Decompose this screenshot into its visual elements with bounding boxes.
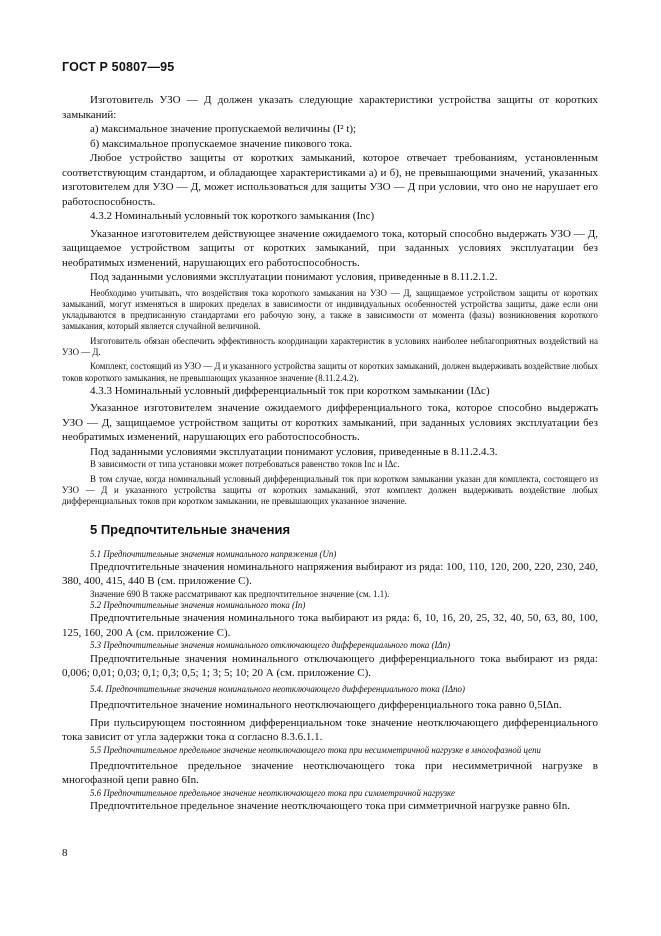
paragraph: При пульсирующем постоянном дифференциальном токе значение неотключающего дифференциального тока зависит от угла задержки тока α согласно 8.3.6.1.1. (62, 716, 598, 744)
paragraph: Под заданными условиями эксплуатации понимают условия, приведенные в 8.11.2.4.3. (90, 445, 498, 458)
paragraph: Предпочтительные значения номинального тока выбирают из ряда: 6, 10, 16, 20, 25, 32, 40, 50, 63, 80, 100, 125, 160, 200 А (см. приложение С). (62, 612, 598, 639)
paragraph: Предпочтительное значение номинального неотключающего дифференциального тока равно 0,5IΔn. (90, 699, 562, 712)
note-paragraph: Комплект, состоящий из УЗО — Д и указанного устройства защиты от коротких замыканий, должен выдерживать воздействие любых токов короткого замыкания, не превышающих указанное значение (8.11.2.4.2). (62, 361, 598, 383)
clause-title-5-3: 5.3 Предпочтительные значения номинального отключающего дифференциального тока (IΔn) (90, 640, 451, 651)
paragraph: Любое устройство защиты от коротких замыканий, которое отвечает требованиям, установленным соответствующим стандартом, и обладающее характеристиками а) и б), не превышающими значений, указанных изготовителем для УЗО — Д, может использоваться для защиты УЗО — Д при условии, что оно не нарушает его работоспособность. (62, 152, 598, 208)
paragraph: Предпочтительные значения номинального напряжения выбирают из ряда: 100, 110, 120, 200, 220, 230, 240, 380, 400, 415, 440 В (см. приложение С). (62, 560, 598, 588)
page-number: 8 (62, 847, 68, 859)
clause-title-5-6: 5.6 Предпочтительное предельное значение неотключающего тока при симметричной нагрузке (90, 787, 455, 798)
paragraph: Предпочтительное предельное значение неотключающего тока при несимметричной нагрузке в многофазной цепи равно 6In. (62, 759, 598, 787)
page-body (62, 93, 598, 814)
paragraph: Предпочтительные значения номинального отключающего дифференциального тока выбирают из ряда: 0,006; 0,01; 0,03; 0,1; 0,3; 0,5; 1; 3; 5; 10; 20 А (см. приложение С). (62, 652, 598, 680)
paragraph: Под заданными условиями эксплуатации понимают условия, приведенные в 8.11.2.1.2. (90, 271, 498, 283)
note-paragraph: Необходимо учитывать, что воздействия тока короткого замыкания на УЗО — Д, защищаемое устройством защиты от коротких замыканий, могут изменяться в широких пределах в зависимости от индивидуальных особенностей устройства защиты, даже если они укладываются в предписанную стандартами его рабочую зону, а также в зависимости от момента (фазы) возникновения короткого замыкания, который является случайной величиной. (62, 287, 598, 332)
document-code-header: ГОСТ Р 50807—95 (62, 60, 175, 74)
paragraph: Указанное изготовителем значение ожидаемого дифференциального тока, которое способно выдержать УЗО — Д, защищаемое устройством защиты от коротких замыканий, при заданных условиях эксплуатации без необратимых изменений, нарушающих его работоспособность. (62, 402, 598, 444)
clause-title-4-3-3: 4.3.3 Номинальный условный дифференциальный ток при коротком замыкании (IΔc) (90, 384, 490, 397)
note-paragraph: Значение 690 В также рассматривают как предпочтительное значение (см. 1.1). (90, 588, 390, 599)
list-item-a: а) максимальное значение пропускаемой величины (I² t); (90, 123, 357, 135)
note-paragraph: Изготовитель обязан обеспечить эффективность координации характеристик в условиях наиболее неблагоприятных воздействий на УЗО — Д. (62, 335, 598, 357)
paragraph: Указанное изготовителем действующее значение ожидаемого тока, который способно выдержать УЗО — Д, защищаемое устройством защиты от коротких замыканий, при заданных условиях эксплуатации без необратимых изменений, нарушающих его работоспособность. (62, 227, 598, 269)
clause-title-5-1: 5.1 Предпочтительные значения номинального напряжения (Un) (90, 548, 337, 559)
paragraph: Предпочтительное предельное значение неотключающего тока при симметричной нагрузке равно 6In. (90, 800, 571, 813)
section-heading-5: 5 Предпочтительные значения (90, 521, 291, 537)
note-paragraph: В зависимости от типа установки может потребоваться равенство токов Inc и IΔc. (90, 459, 400, 470)
paragraph: Изготовитель УЗО — Д должен указать следующие характеристики устройства защиты от коротких замыканий: (62, 94, 598, 121)
clause-title-5-4: 5.4. Предпочтительные значения номинального неотключающего дифференциального тока (IΔno) (90, 683, 465, 694)
clause-title-5-2: 5.2 Предпочтительные значения номинального тока (In) (90, 600, 306, 611)
clause-title-4-3-2: 4.3.2 Номинальный условный ток короткого замыкания (Inc) (90, 210, 375, 222)
clause-title-5-5: 5.5 Предпочтительное предельное значение неотключающего тока при несимметричной нагрузке в многофазной цепи (90, 744, 541, 755)
list-item-b: б) максимальное пропускаемое значение пикового тока. (90, 137, 353, 150)
note-paragraph: В том случае, когда номинальный условный дифференциальный ток при коротком замыкании указан для комплекта, состоящего из УЗО — Д и указанного устройства защиты от коротких замыканий, этот комплект должен выдерживать воздействие любых дифференциальных токов при коротком замыкании, не превышающих указанное значение. (62, 473, 598, 507)
